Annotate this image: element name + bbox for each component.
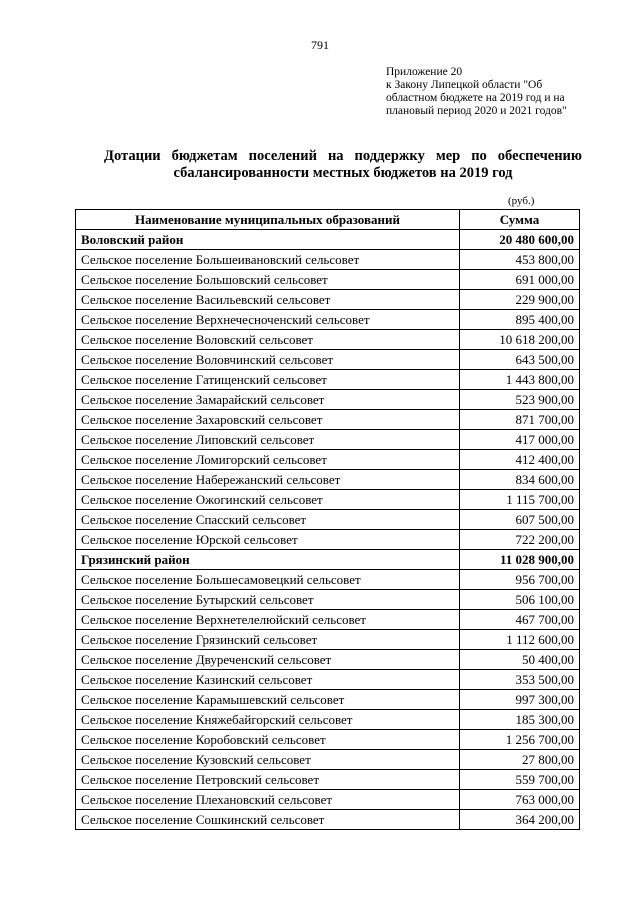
table-row — [76, 450, 580, 470]
table-row — [76, 670, 580, 690]
settlement-name: Сельское поселение Сошкинский сельсовет — [76, 810, 460, 830]
table-row — [76, 490, 580, 510]
subsidy-table — [75, 209, 580, 830]
settlement-sum: 353 500,00 — [460, 670, 580, 690]
settlement-name: Сельское поселение Кузовский сельсовет — [76, 750, 460, 770]
settlement-sum: 1 112 600,00 — [460, 630, 580, 650]
appendix-note — [386, 66, 596, 118]
appendix-line: областном бюджете на 2019 год и на — [386, 92, 565, 104]
settlement-sum: 185 300,00 — [460, 710, 580, 730]
settlement-sum: 523 900,00 — [460, 390, 580, 410]
settlement-sum: 834 600,00 — [460, 470, 580, 490]
settlement-sum: 722 200,00 — [460, 530, 580, 550]
settlement-sum: 229 900,00 — [460, 290, 580, 310]
table-row — [76, 270, 580, 290]
settlement-name: Сельское поселение Набережанский сельсовет — [76, 470, 460, 490]
table-row — [76, 610, 580, 630]
table-row — [76, 710, 580, 730]
settlement-name: Сельское поселение Княжебайгорский сельсовет — [76, 710, 460, 730]
table-row — [76, 470, 580, 490]
page-number: 791 — [311, 38, 329, 52]
district-name: Воловский район — [76, 230, 460, 250]
settlement-name: Сельское поселение Карамышевский сельсовет — [76, 690, 460, 710]
settlement-name: Сельское поселение Верхнечесноченский сельсовет — [76, 310, 460, 330]
settlement-name: Сельское поселение Воловский сельсовет — [76, 330, 460, 350]
table-row — [76, 390, 580, 410]
settlement-name: Сельское поселение Грязинский сельсовет — [76, 630, 460, 650]
title-line-1: Дотации бюджетам поселений на поддержку мер по обеспечению — [104, 148, 582, 164]
settlement-name: Сельское поселение Васильевский сельсовет — [76, 290, 460, 310]
settlement-name: Сельское поселение Замарайский сельсовет — [76, 390, 460, 410]
settlement-sum: 1 443 800,00 — [460, 370, 580, 390]
settlement-sum: 50 400,00 — [460, 650, 580, 670]
settlement-sum: 607 500,00 — [460, 510, 580, 530]
settlement-name: Сельское поселение Большовский сельсовет — [76, 270, 460, 290]
appendix-line: плановый период 2020 и 2021 годов" — [386, 105, 567, 117]
settlement-sum: 1 256 700,00 — [460, 730, 580, 750]
settlement-name: Сельское поселение Петровский сельсовет — [76, 770, 460, 790]
district-sum: 11 028 900,00 — [460, 550, 580, 570]
document-title — [104, 148, 582, 182]
settlement-sum: 691 000,00 — [460, 270, 580, 290]
table-row — [76, 530, 580, 550]
settlement-name: Сельское поселение Гатищенский сельсовет — [76, 370, 460, 390]
header-sum: Сумма — [460, 210, 580, 230]
settlement-name: Сельское поселение Большесамовецкий сельсовет — [76, 570, 460, 590]
settlement-sum: 643 500,00 — [460, 350, 580, 370]
table-body — [76, 230, 580, 830]
settlement-name: Сельское поселение Липовский сельсовет — [76, 430, 460, 450]
settlement-sum: 417 000,00 — [460, 430, 580, 450]
title-line-2: сбалансированности местных бюджетов на 2019 год — [173, 165, 513, 181]
settlement-sum: 27 800,00 — [460, 750, 580, 770]
table-row — [76, 410, 580, 430]
table-row — [76, 770, 580, 790]
settlement-name: Сельское поселение Юрской сельсовет — [76, 530, 460, 550]
settlement-sum: 895 400,00 — [460, 310, 580, 330]
settlement-sum: 506 100,00 — [460, 590, 580, 610]
settlement-name: Сельское поселение Коробовский сельсовет — [76, 730, 460, 750]
settlement-name: Сельское поселение Двуреченский сельсовет — [76, 650, 460, 670]
unit-note: (руб.) — [508, 195, 535, 207]
district-row — [76, 550, 580, 570]
table-row — [76, 370, 580, 390]
table-row — [76, 250, 580, 270]
settlement-name: Сельское поселение Ожогинский сельсовет — [76, 490, 460, 510]
settlement-sum: 559 700,00 — [460, 770, 580, 790]
settlement-sum: 871 700,00 — [460, 410, 580, 430]
table-row — [76, 290, 580, 310]
table-row — [76, 330, 580, 350]
table-row — [76, 590, 580, 610]
settlement-name: Сельское поселение Верхнетелелюйский сельсовет — [76, 610, 460, 630]
table-row — [76, 690, 580, 710]
table-row — [76, 570, 580, 590]
settlement-sum: 956 700,00 — [460, 570, 580, 590]
settlement-name: Сельское поселение Спасский сельсовет — [76, 510, 460, 530]
settlement-name: Сельское поселение Большеивановский сельсовет — [76, 250, 460, 270]
table-row — [76, 790, 580, 810]
settlement-sum: 453 800,00 — [460, 250, 580, 270]
table-row — [76, 810, 580, 830]
district-sum: 20 480 600,00 — [460, 230, 580, 250]
settlement-sum: 763 000,00 — [460, 790, 580, 810]
settlement-name: Сельское поселение Захаровский сельсовет — [76, 410, 460, 430]
table-row — [76, 510, 580, 530]
table-row — [76, 650, 580, 670]
settlement-name: Сельское поселение Бутырский сельсовет — [76, 590, 460, 610]
settlement-sum: 1 115 700,00 — [460, 490, 580, 510]
settlement-name: Сельское поселение Плехановский сельсовет — [76, 790, 460, 810]
settlement-sum: 364 200,00 — [460, 810, 580, 830]
district-name: Грязинский район — [76, 550, 460, 570]
table-row — [76, 750, 580, 770]
table-row — [76, 430, 580, 450]
settlement-sum: 467 700,00 — [460, 610, 580, 630]
table-row — [76, 630, 580, 650]
table-row — [76, 730, 580, 750]
settlement-name: Сельское поселение Ломигорский сельсовет — [76, 450, 460, 470]
appendix-line: к Закону Липецкой области "Об — [386, 79, 543, 91]
table-row — [76, 350, 580, 370]
header-name: Наименование муниципальных образований — [76, 210, 460, 230]
settlement-sum: 412 400,00 — [460, 450, 580, 470]
table-row — [76, 310, 580, 330]
district-row — [76, 230, 580, 250]
table-header-row — [76, 210, 580, 230]
settlement-sum: 10 618 200,00 — [460, 330, 580, 350]
settlement-name: Сельское поселение Казинский сельсовет — [76, 670, 460, 690]
appendix-line: Приложение 20 — [386, 66, 463, 78]
settlement-sum: 997 300,00 — [460, 690, 580, 710]
settlement-name: Сельское поселение Воловчинский сельсовет — [76, 350, 460, 370]
